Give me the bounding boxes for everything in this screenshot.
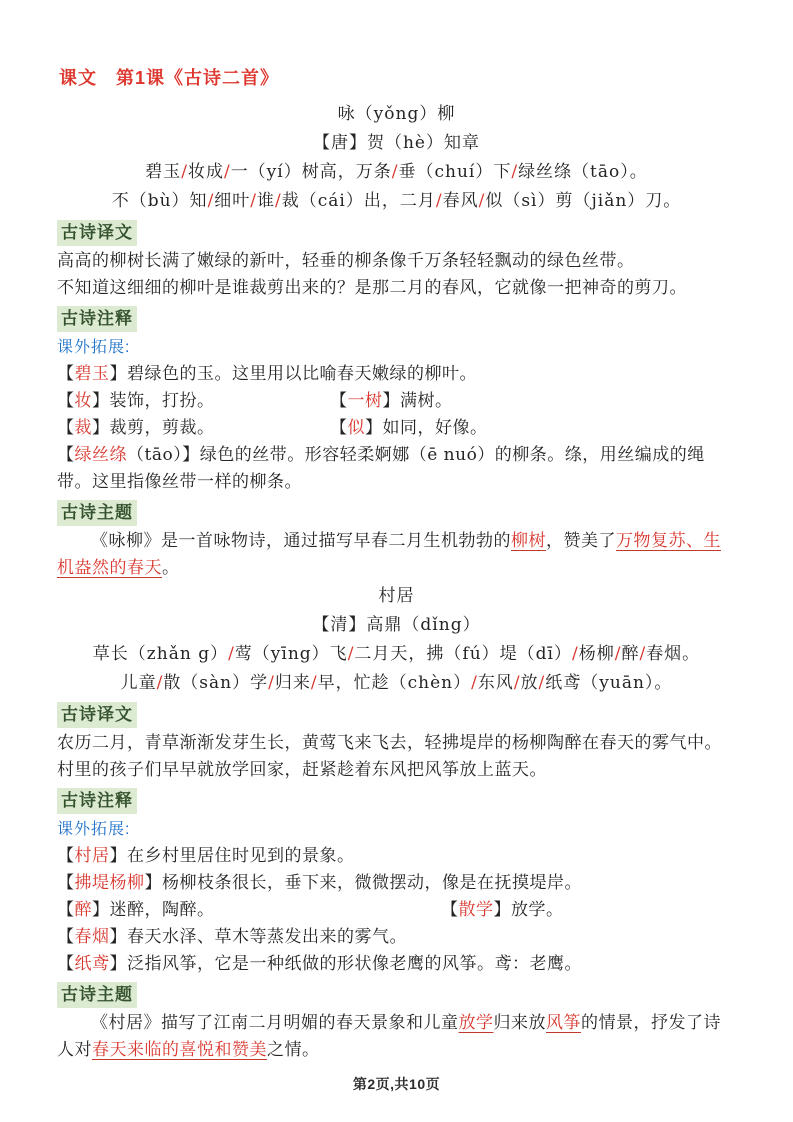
poem2-title: 村居 bbox=[378, 586, 415, 606]
poem1-translation-line-1: 高高的柳树长满了嫩绿的新叶，轻垂的柳条像千万条轻轻飘动的绿色丝带。 bbox=[57, 251, 635, 271]
poem1-author: 【唐】贺（hè）知章 bbox=[312, 133, 480, 153]
section-header-notes: 古诗注释 bbox=[57, 788, 137, 814]
note-row bbox=[57, 415, 736, 442]
note-zui: 【醉】迷醉，陶醉。 bbox=[57, 900, 215, 920]
note-row bbox=[57, 897, 736, 924]
poem2-section bbox=[57, 582, 736, 1064]
note-cunju: 【村居】在乡村里居住时见到的景象。 bbox=[57, 846, 355, 866]
poem1-title: 咏（yǒng）柳 bbox=[337, 104, 456, 124]
note-si: 【似】如同，好像。 bbox=[330, 418, 488, 438]
extension-label: 课外拓展: bbox=[57, 821, 131, 838]
poem2-translation-line-2: 村里的孩子们早早就放学回家，赶紧趁着东风把风筝放上蓝天。 bbox=[57, 760, 547, 780]
note-row bbox=[57, 388, 736, 415]
poem1-translation-line-2: 不知道这细细的柳叶是谁裁剪出来的？是那二月的春风，它就像一把神奇的剪刀。 bbox=[57, 278, 687, 298]
extension-label: 课外拓展: bbox=[57, 339, 131, 356]
note-cai: 【裁】裁剪，剪裁。 bbox=[57, 418, 215, 438]
note-fudiyangliu: 【拂堤杨柳】杨柳枝条很长，垂下来，微微摆动，像是在抚摸堤岸。 bbox=[57, 873, 582, 893]
poem1-section bbox=[57, 100, 736, 582]
poem1-line-1: 碧玉/妆成/一（yí）树高，万条/垂（chuí）下/绿丝绦（tāo）。 bbox=[145, 162, 648, 182]
note-yishu: 【一树】满树。 bbox=[330, 391, 453, 411]
poem1-line-2: 不（bù）知/细叶/谁/裁（cái）出，二月/春风/似（sì）剪（jiǎn）刀。 bbox=[111, 191, 682, 211]
poem1-notes-header-row bbox=[57, 306, 736, 332]
note-lvsitao: 【绿丝绦（tāo）】绿色的丝带。形容轻柔婀娜（ē nuó）的柳条。绦，用丝编成的绳带。这里指像丝带一样的柳条。 bbox=[57, 445, 705, 492]
poem1-theme-text: 《咏柳》是一首咏物诗，通过描写早春二月生机勃勃的柳树，赞美了万物复苏、生机盎然的春天。 bbox=[57, 531, 721, 578]
note-biyu: 【碧玉】碧绿色的玉。这里用以比喻春天嫩绿的柳叶。 bbox=[57, 364, 477, 384]
poem1-translation-header-row bbox=[57, 220, 736, 246]
lesson-title: 课文 第1课《古诗二首》 bbox=[59, 68, 280, 88]
poem2-translation-line-1: 农历二月，青草渐渐发芽生长，黄莺飞来飞去，轻拂堤岸的杨柳陶醉在春天的雾气中。 bbox=[57, 733, 722, 753]
poem2-author: 【清】高鼎（dǐng） bbox=[312, 615, 481, 635]
poem1-theme-header-row bbox=[57, 500, 736, 526]
poem2-theme-header-row bbox=[57, 982, 736, 1008]
page-number: 第2页,共10页 bbox=[352, 1076, 441, 1092]
poem2-translation-header-row bbox=[57, 702, 736, 728]
section-header-theme: 古诗主题 bbox=[57, 500, 137, 526]
poem2-line-2: 儿童/散（sàn）学/归来/早，忙趁（chèn）/东风/放/纸鸢（yuān）。 bbox=[120, 673, 673, 693]
note-sanxue: 【散学】放学。 bbox=[441, 900, 564, 920]
note-chunyan: 【春烟】春天水泽、草木等蒸发出来的雾气。 bbox=[57, 927, 407, 947]
poem2-line-1: 草长（zhǎn g）/莺（yīng）飞/二月天，拂（fú）堤（dī）/杨柳/醉/春烟。 bbox=[92, 644, 701, 664]
note-zhuang: 【妆】装饰，打扮。 bbox=[57, 391, 215, 411]
section-header-translation: 古诗译文 bbox=[57, 702, 137, 728]
section-header-translation: 古诗译文 bbox=[57, 220, 137, 246]
section-header-theme: 古诗主题 bbox=[57, 982, 137, 1008]
note-zhiyuan: 【纸鸢】泛指风筝，它是一种纸做的形状像老鹰的风筝。鸢：老鹰。 bbox=[57, 954, 582, 974]
poem2-theme-text: 《村居》描写了江南二月明媚的春天景象和儿童放学归来放风筝的情景，抒发了诗人对春天来临的喜悦和赞美之情。 bbox=[57, 1013, 721, 1060]
poem2-notes-header-row bbox=[57, 788, 736, 814]
section-header-notes: 古诗注释 bbox=[57, 306, 137, 332]
